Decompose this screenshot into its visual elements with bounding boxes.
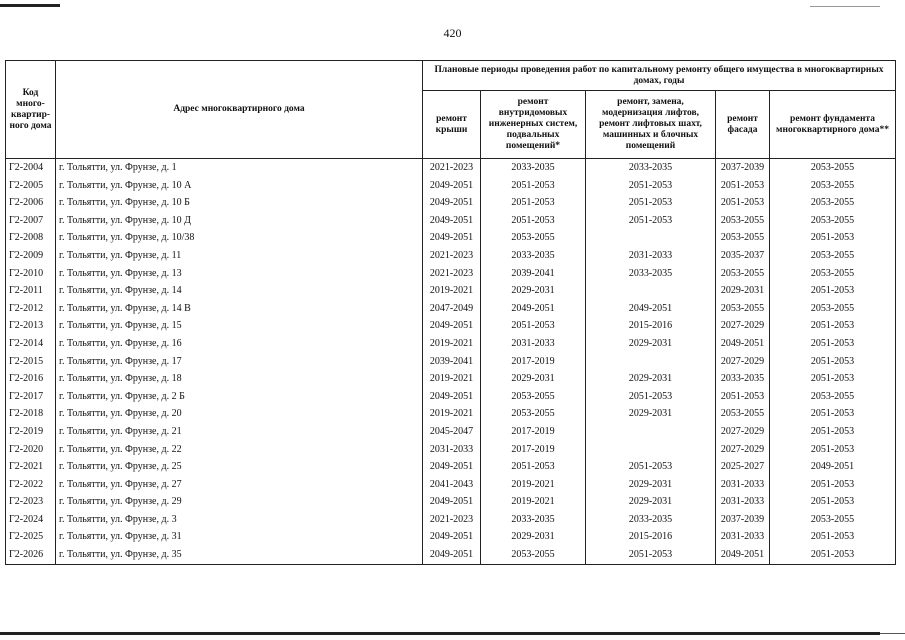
cell-address: г. Тольятти, ул. Фрунзе, д. 14 [56, 282, 423, 300]
cell-elevators: 2051-2053 [586, 212, 716, 230]
cell-engineering: 2017-2019 [481, 423, 586, 441]
cell-facade: 2051-2053 [716, 177, 770, 195]
cell-engineering: 2017-2019 [481, 441, 586, 459]
cell-address: г. Тольятти, ул. Фрунзе, д. 10/38 [56, 229, 423, 247]
cell-roof: 2049-2051 [423, 528, 481, 546]
cell-code: Г2-2004 [6, 159, 56, 177]
table-row [6, 388, 896, 406]
cell-roof: 2019-2021 [423, 282, 481, 300]
table-row [6, 353, 896, 371]
cell-roof: 2049-2051 [423, 177, 481, 195]
cell-code: Г2-2013 [6, 317, 56, 335]
cell-foundation: 2053-2055 [770, 159, 896, 177]
header-roof: ремонт крыши [423, 91, 481, 159]
cell-elevators: 2029-2031 [586, 335, 716, 353]
cell-roof: 2041-2043 [423, 476, 481, 494]
cell-roof: 2049-2051 [423, 546, 481, 564]
top-rule [0, 4, 60, 7]
cell-engineering: 2019-2021 [481, 493, 586, 511]
cell-elevators [586, 282, 716, 300]
cell-foundation: 2053-2055 [770, 247, 896, 265]
table-row [6, 423, 896, 441]
cell-address: г. Тольятти, ул. Фрунзе, д. 1 [56, 159, 423, 177]
cell-code: Г2-2016 [6, 370, 56, 388]
cell-address: г. Тольятти, ул. Фрунзе, д. 31 [56, 528, 423, 546]
table-row [6, 511, 896, 529]
table-row [6, 177, 896, 195]
cell-roof: 2031-2033 [423, 441, 481, 459]
cell-code: Г2-2025 [6, 528, 56, 546]
cell-elevators: 2049-2051 [586, 300, 716, 318]
cell-elevators: 2051-2053 [586, 194, 716, 212]
cell-roof: 2049-2051 [423, 388, 481, 406]
cell-facade: 2037-2039 [716, 511, 770, 529]
cell-elevators: 2029-2031 [586, 493, 716, 511]
cell-address: г. Тольятти, ул. Фрунзе, д. 25 [56, 458, 423, 476]
table-row [6, 212, 896, 230]
cell-engineering: 2029-2031 [481, 282, 586, 300]
cell-roof: 2019-2021 [423, 335, 481, 353]
cell-engineering: 2053-2055 [481, 405, 586, 423]
cell-roof: 2049-2051 [423, 458, 481, 476]
cell-address: г. Тольятти, ул. Фрунзе, д. 3 [56, 511, 423, 529]
cell-code: Г2-2009 [6, 247, 56, 265]
cell-address: г. Тольятти, ул. Фрунзе, д. 10 Б [56, 194, 423, 212]
cell-roof: 2049-2051 [423, 229, 481, 247]
cell-address: г. Тольятти, ул. Фрунзе, д. 22 [56, 441, 423, 459]
cell-address: г. Тольятти, ул. Фрунзе, д. 10 А [56, 177, 423, 195]
cell-roof: 2045-2047 [423, 423, 481, 441]
cell-roof: 2021-2023 [423, 265, 481, 283]
table-row [6, 458, 896, 476]
table-row [6, 493, 896, 511]
cell-foundation: 2051-2053 [770, 370, 896, 388]
cell-engineering: 2017-2019 [481, 353, 586, 371]
cell-elevators: 2015-2016 [586, 528, 716, 546]
cell-engineering: 2033-2035 [481, 159, 586, 177]
cell-facade: 2037-2039 [716, 159, 770, 177]
cell-elevators: 2015-2016 [586, 317, 716, 335]
cell-facade: 2027-2029 [716, 441, 770, 459]
table-row [6, 317, 896, 335]
cell-engineering: 2051-2053 [481, 212, 586, 230]
table-row [6, 476, 896, 494]
table-row [6, 405, 896, 423]
cell-elevators: 2033-2035 [586, 159, 716, 177]
cell-roof: 2019-2021 [423, 370, 481, 388]
cell-engineering: 2053-2055 [481, 388, 586, 406]
cell-foundation: 2053-2055 [770, 194, 896, 212]
table-row [6, 546, 896, 564]
cell-roof: 2047-2049 [423, 300, 481, 318]
cell-engineering: 2029-2031 [481, 370, 586, 388]
cell-code: Г2-2019 [6, 423, 56, 441]
cell-elevators [586, 441, 716, 459]
cell-foundation: 2051-2053 [770, 282, 896, 300]
table-row [6, 194, 896, 212]
table-row [6, 300, 896, 318]
table-row [6, 229, 896, 247]
cell-roof: 2021-2023 [423, 247, 481, 265]
page-number: 420 [443, 26, 462, 40]
cell-foundation: 2053-2055 [770, 212, 896, 230]
header-periods-group: Плановые периоды проведения работ по капитальному ремонту общего имущества в многоквартирных домах, годы [423, 61, 896, 91]
cell-elevators: 2029-2031 [586, 476, 716, 494]
cell-elevators: 2033-2035 [586, 511, 716, 529]
cell-facade: 2031-2033 [716, 493, 770, 511]
cell-engineering: 2031-2033 [481, 335, 586, 353]
cell-address: г. Тольятти, ул. Фрунзе, д. 27 [56, 476, 423, 494]
cell-elevators [586, 229, 716, 247]
repair-schedule-table [5, 60, 896, 565]
table-row [6, 265, 896, 283]
bottom-rule-end [880, 633, 905, 634]
cell-engineering: 2051-2053 [481, 317, 586, 335]
cell-foundation: 2051-2053 [770, 353, 896, 371]
cell-engineering: 2051-2053 [481, 458, 586, 476]
cell-facade: 2049-2051 [716, 335, 770, 353]
cell-roof: 2021-2023 [423, 511, 481, 529]
cell-code: Г2-2005 [6, 177, 56, 195]
cell-engineering: 2051-2053 [481, 194, 586, 212]
cell-roof: 2049-2051 [423, 493, 481, 511]
cell-roof: 2049-2051 [423, 194, 481, 212]
header-foundation: ремонт фундамента многоквартирного дома** [770, 91, 896, 159]
cell-foundation: 2051-2053 [770, 335, 896, 353]
cell-elevators: 2029-2031 [586, 370, 716, 388]
cell-facade: 2053-2055 [716, 212, 770, 230]
cell-elevators: 2029-2031 [586, 405, 716, 423]
cell-address: г. Тольятти, ул. Фрунзе, д. 15 [56, 317, 423, 335]
cell-address: г. Тольятти, ул. Фрунзе, д. 17 [56, 353, 423, 371]
cell-roof: 2021-2023 [423, 159, 481, 177]
cell-elevators: 2051-2053 [586, 546, 716, 564]
cell-code: Г2-2011 [6, 282, 56, 300]
cell-facade: 2051-2053 [716, 194, 770, 212]
cell-address: г. Тольятти, ул. Фрунзе, д. 20 [56, 405, 423, 423]
cell-address: г. Тольятти, ул. Фрунзе, д. 2 Б [56, 388, 423, 406]
cell-facade: 2027-2029 [716, 423, 770, 441]
cell-facade: 2053-2055 [716, 300, 770, 318]
bottom-rule [0, 632, 880, 635]
cell-code: Г2-2007 [6, 212, 56, 230]
header-engineering: ремонт внутридомовых инженерных систем, подвальных помещений* [481, 91, 586, 159]
cell-code: Г2-2018 [6, 405, 56, 423]
header-facade: ремонт фасада [716, 91, 770, 159]
table-header [6, 61, 896, 159]
table-row [6, 335, 896, 353]
cell-code: Г2-2024 [6, 511, 56, 529]
cell-facade: 2035-2037 [716, 247, 770, 265]
cell-engineering: 2033-2035 [481, 511, 586, 529]
table-row [6, 370, 896, 388]
cell-facade: 2053-2055 [716, 405, 770, 423]
cell-elevators: 2051-2053 [586, 177, 716, 195]
cell-code: Г2-2015 [6, 353, 56, 371]
cell-facade: 2051-2053 [716, 388, 770, 406]
cell-elevators [586, 423, 716, 441]
cell-facade: 2029-2031 [716, 282, 770, 300]
table-row [6, 441, 896, 459]
cell-foundation: 2053-2055 [770, 388, 896, 406]
cell-foundation: 2051-2053 [770, 405, 896, 423]
table-row [6, 159, 896, 177]
cell-foundation: 2051-2053 [770, 441, 896, 459]
cell-address: г. Тольятти, ул. Фрунзе, д. 10 Д [56, 212, 423, 230]
table-body [6, 159, 896, 565]
cell-foundation: 2051-2053 [770, 317, 896, 335]
cell-code: Г2-2010 [6, 265, 56, 283]
header-elevators: ремонт, замена, модернизация лифтов, ремонт лифтовых шахт, машинных и блочных помещений [586, 91, 716, 159]
cell-engineering: 2053-2055 [481, 546, 586, 564]
table-row [6, 528, 896, 546]
cell-facade: 2049-2051 [716, 546, 770, 564]
cell-facade: 2053-2055 [716, 265, 770, 283]
cell-elevators: 2051-2053 [586, 458, 716, 476]
cell-foundation: 2051-2053 [770, 423, 896, 441]
cell-facade: 2031-2033 [716, 528, 770, 546]
cell-engineering: 2029-2031 [481, 528, 586, 546]
cell-foundation: 2053-2055 [770, 177, 896, 195]
header-address: Адрес многоквартирного дома [56, 61, 423, 159]
cell-facade: 2031-2033 [716, 476, 770, 494]
cell-code: Г2-2026 [6, 546, 56, 564]
cell-code: Г2-2014 [6, 335, 56, 353]
cell-roof: 2019-2021 [423, 405, 481, 423]
cell-code: Г2-2008 [6, 229, 56, 247]
cell-address: г. Тольятти, ул. Фрунзе, д. 14 В [56, 300, 423, 318]
cell-foundation: 2053-2055 [770, 300, 896, 318]
header-code: Код много-квартир-ного дома [6, 61, 56, 159]
table-row [6, 282, 896, 300]
cell-code: Г2-2022 [6, 476, 56, 494]
cell-code: Г2-2023 [6, 493, 56, 511]
cell-elevators: 2033-2035 [586, 265, 716, 283]
cell-elevators: 2031-2033 [586, 247, 716, 265]
cell-engineering: 2051-2053 [481, 177, 586, 195]
cell-facade: 2025-2027 [716, 458, 770, 476]
cell-address: г. Тольятти, ул. Фрунзе, д. 35 [56, 546, 423, 564]
cell-code: Г2-2017 [6, 388, 56, 406]
cell-address: г. Тольятти, ул. Фрунзе, д. 11 [56, 247, 423, 265]
cell-foundation: 2049-2051 [770, 458, 896, 476]
cell-facade: 2027-2029 [716, 317, 770, 335]
cell-engineering: 2033-2035 [481, 247, 586, 265]
cell-elevators [586, 353, 716, 371]
cell-foundation: 2051-2053 [770, 546, 896, 564]
cell-roof: 2049-2051 [423, 212, 481, 230]
cell-foundation: 2053-2055 [770, 265, 896, 283]
cell-address: г. Тольятти, ул. Фрунзе, д. 16 [56, 335, 423, 353]
cell-address: г. Тольятти, ул. Фрунзе, д. 13 [56, 265, 423, 283]
cell-foundation: 2051-2053 [770, 528, 896, 546]
cell-address: г. Тольятти, ул. Фрунзе, д. 18 [56, 370, 423, 388]
cell-roof: 2049-2051 [423, 317, 481, 335]
cell-facade: 2053-2055 [716, 229, 770, 247]
cell-facade: 2027-2029 [716, 353, 770, 371]
top-rule-right [810, 6, 880, 7]
cell-foundation: 2051-2053 [770, 493, 896, 511]
cell-foundation: 2051-2053 [770, 476, 896, 494]
cell-engineering: 2039-2041 [481, 265, 586, 283]
cell-facade: 2033-2035 [716, 370, 770, 388]
cell-elevators: 2051-2053 [586, 388, 716, 406]
cell-code: Г2-2020 [6, 441, 56, 459]
cell-engineering: 2049-2051 [481, 300, 586, 318]
cell-address: г. Тольятти, ул. Фрунзе, д. 29 [56, 493, 423, 511]
cell-engineering: 2019-2021 [481, 476, 586, 494]
cell-engineering: 2053-2055 [481, 229, 586, 247]
cell-address: г. Тольятти, ул. Фрунзе, д. 21 [56, 423, 423, 441]
cell-roof: 2039-2041 [423, 353, 481, 371]
cell-foundation: 2051-2053 [770, 229, 896, 247]
cell-code: Г2-2006 [6, 194, 56, 212]
cell-code: Г2-2012 [6, 300, 56, 318]
table-row [6, 247, 896, 265]
cell-foundation: 2053-2055 [770, 511, 896, 529]
cell-code: Г2-2021 [6, 458, 56, 476]
